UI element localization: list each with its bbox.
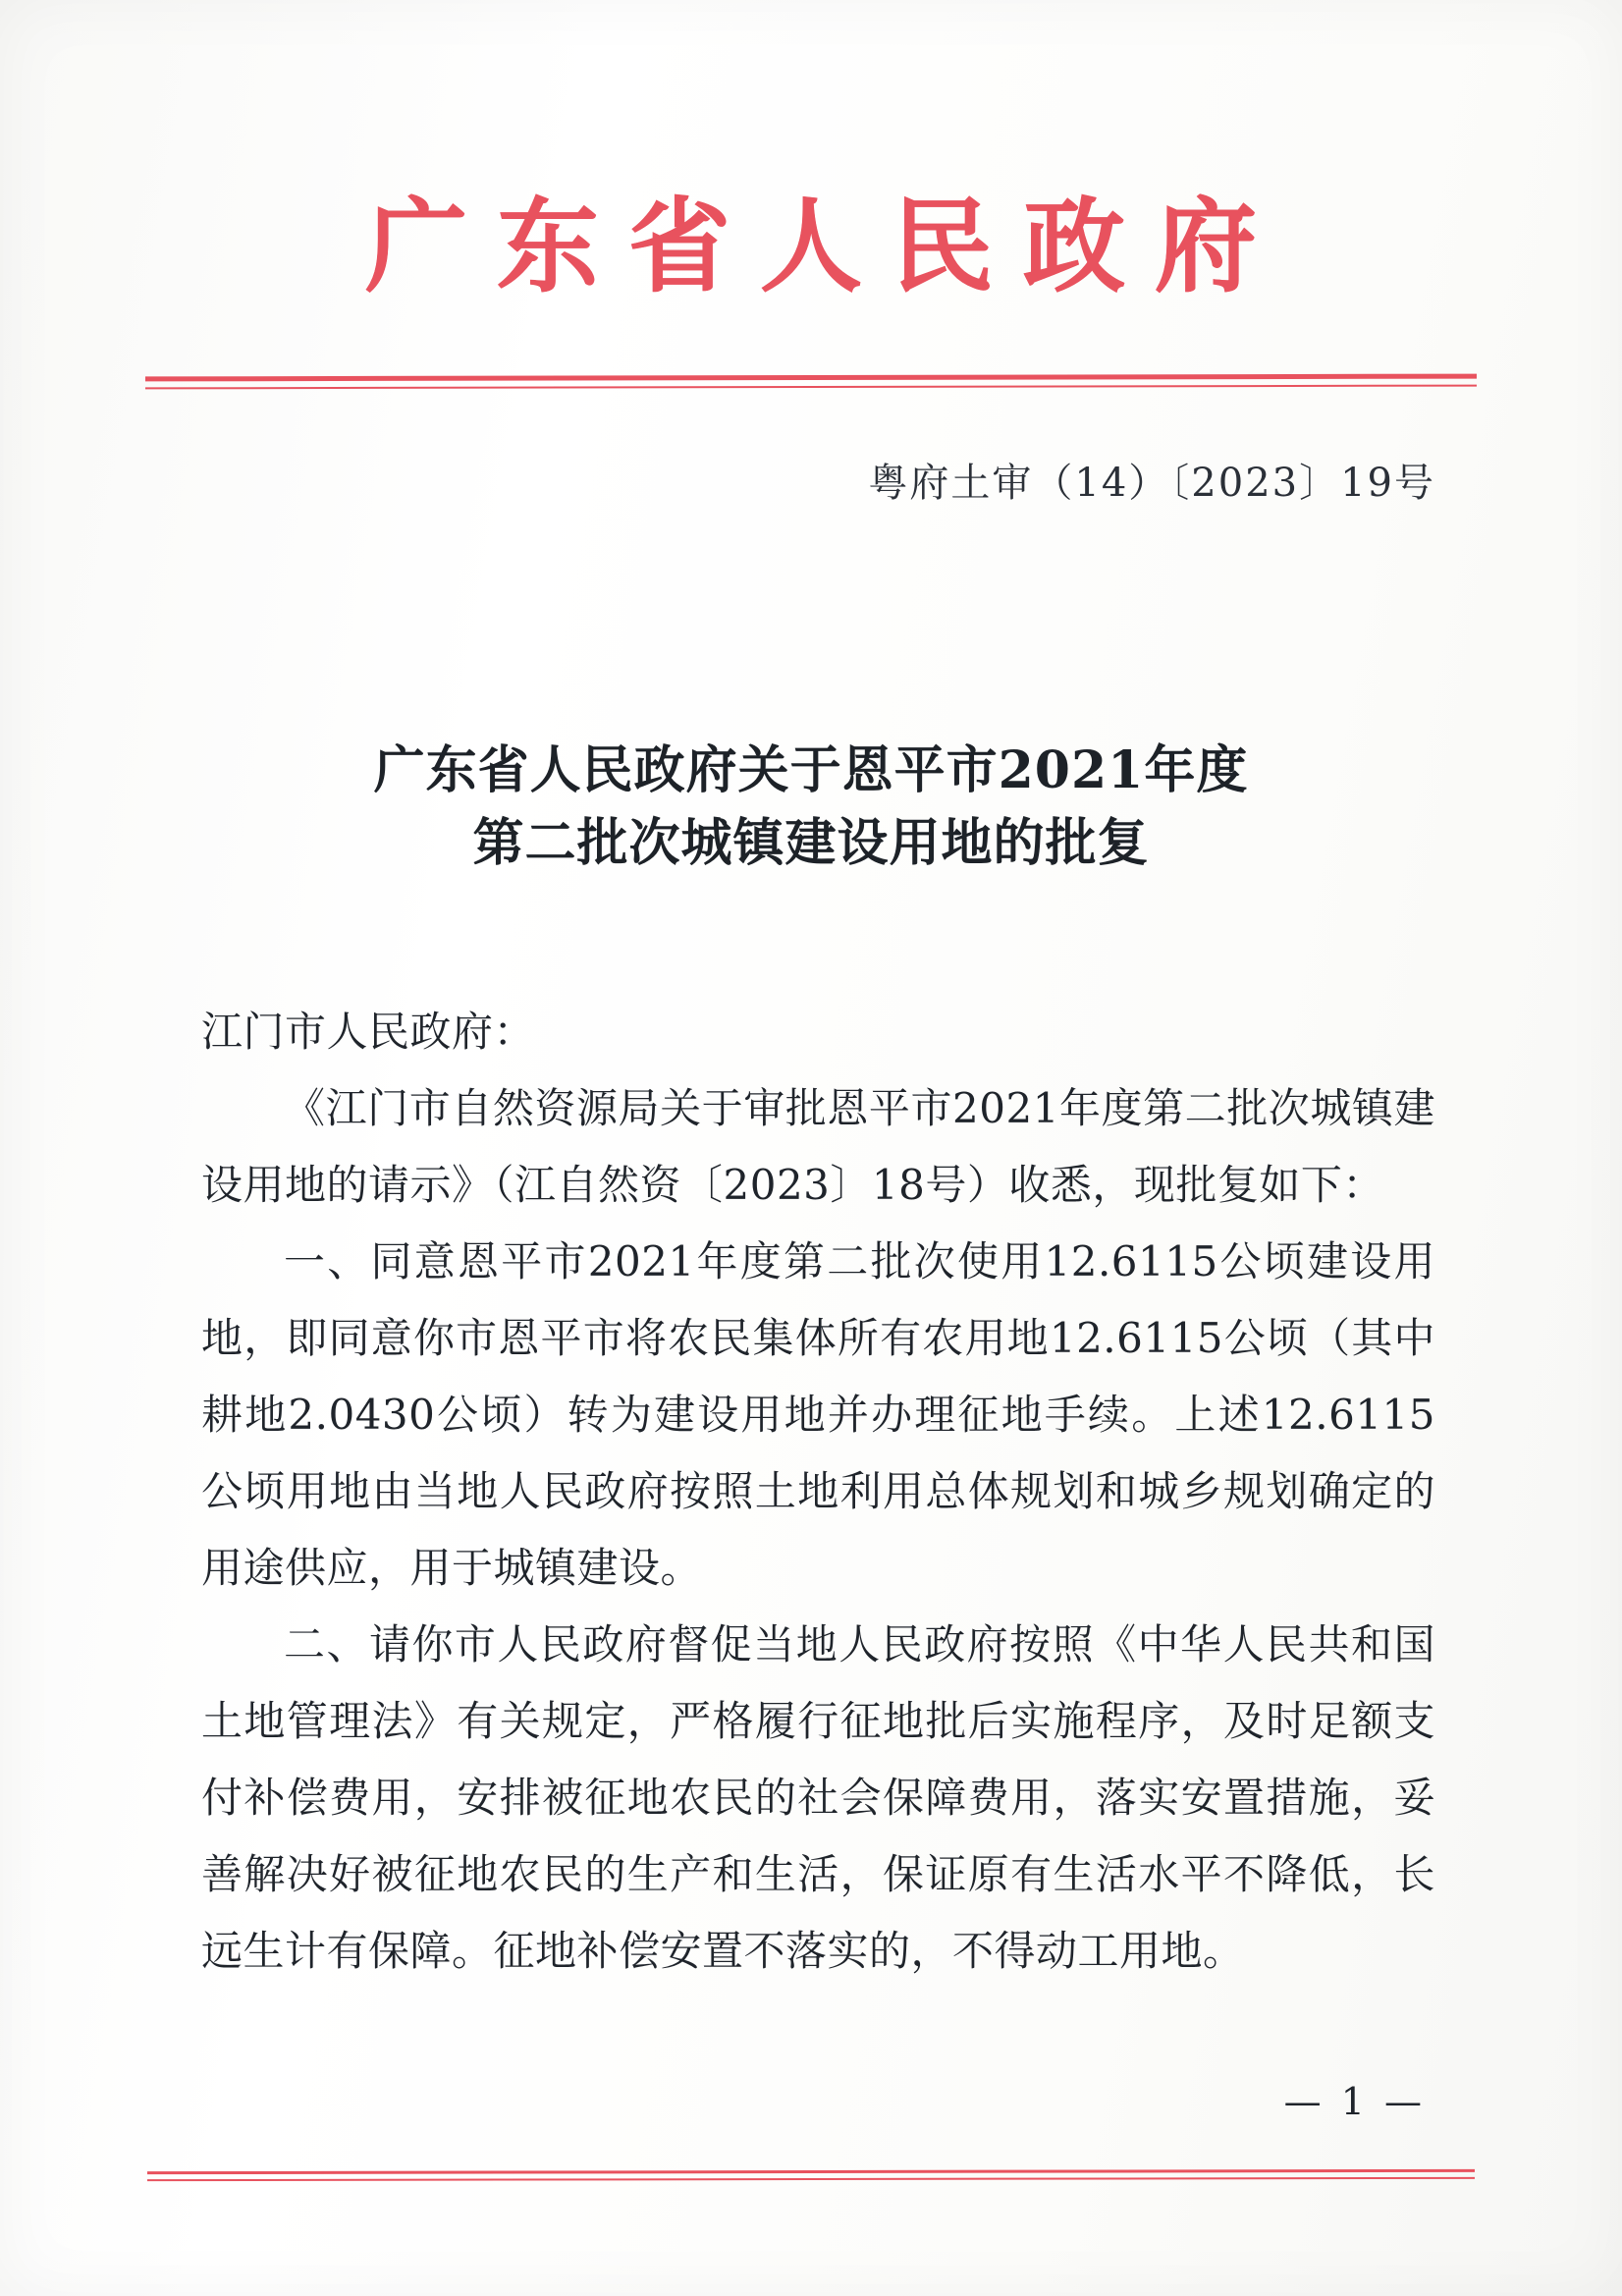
issuing-authority-masthead: 广东省人民政府 (364, 186, 1286, 306)
page-title-line-2: 第二批次城镇建设用地的批复 (472, 812, 1150, 873)
masthead-red-rule (145, 375, 1477, 391)
body-paragraph-0: 《江门市自然资源局关于审批恩平市2021年度第二批次城镇建设用地的请示》（江自然资〔2023〕18号）收悉，现批复如下： (201, 1084, 1435, 1209)
page-title (226, 735, 1396, 880)
page-title-line-1: 广东省人民政府关于恩平市2021年度 (373, 740, 1249, 800)
footer-red-rule (147, 2170, 1475, 2182)
footer-rule-thick (147, 2169, 1475, 2174)
document-body (201, 994, 1435, 1990)
salutation: 江门市人民政府： (201, 1008, 536, 1056)
page-number: — 1 — (1283, 2080, 1426, 2123)
masthead (0, 186, 1622, 306)
footer-rule-thin (147, 2177, 1475, 2181)
body-paragraph-2: 二、请你市人民政府督促当地人民政府按照《中华人民共和国土地管理法》有关规定，严格履行征地批后实施程序，及时足额支付补偿费用，安排被征地农民的社会保障费用，落实安置措施，妥善解决好被征地农民的生产和生活，保证原有生活水平不降低，长远生计有保障。征地补偿安置不落实的，不得动工用地。 (201, 1620, 1435, 1975)
document-number: 粤府土审（14）〔2023〕19号 (868, 461, 1435, 506)
red-rule-thin (145, 385, 1477, 390)
red-rule-thick (145, 374, 1477, 382)
body-paragraph-1: 一、同意恩平市2021年度第二批次使用12.6115公顷建设用地，即同意你市恩平市将农民集体所有农用地12.6115公顷（其中耕地2.0430公顷）转为建设用地并办理征地手续。上述12.6115公顷用地由当地人民政府按照土地利用总体规划和城乡规划确定的用途供应，用于城镇建设。 (201, 1237, 1435, 1592)
